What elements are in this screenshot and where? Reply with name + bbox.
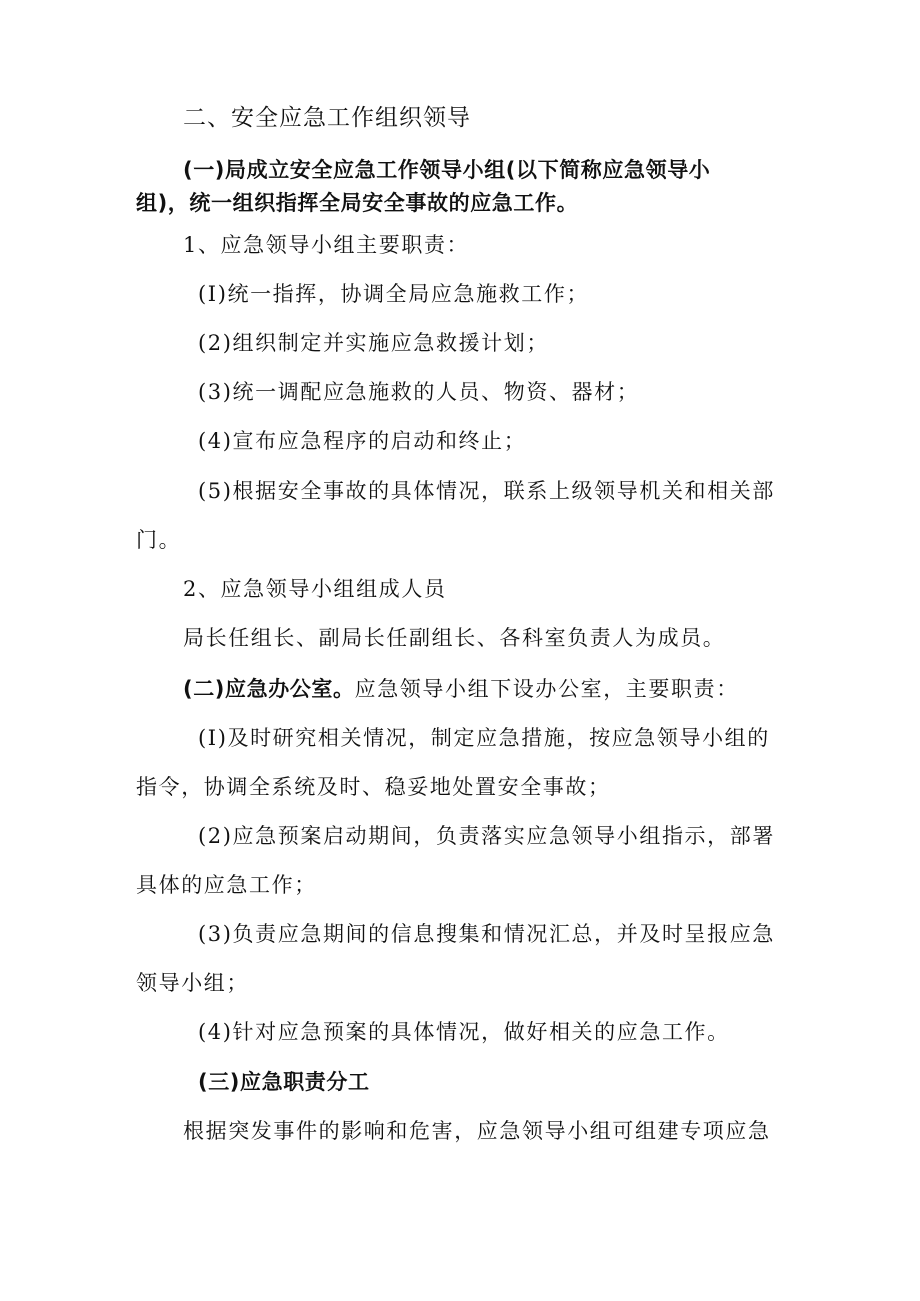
duty-2: (2)组织制定并实施应急救援计划； — [198, 331, 549, 355]
duty-3: (3)统一调配应急施救的人员、物资、器材； — [198, 380, 640, 404]
office-2-line2: 具体的应急工作； — [136, 873, 317, 897]
office-3-line2: 领导小组； — [136, 971, 249, 995]
item1-heading: 1、应急领导小组主要职责： — [183, 233, 470, 257]
duty-1: (I)统一指挥，协调全局应急施救工作； — [198, 282, 590, 306]
section-title: 二、安全应急工作组织领导 — [183, 105, 471, 131]
item2-heading: 2、应急领导小组组成人员 — [183, 577, 447, 601]
part3-title: (三)应急职责分工 — [198, 1070, 370, 1094]
part2-line — [183, 674, 739, 704]
office-1-line2: 指令，协调全系统及时、稳妥地处置安全事故； — [136, 775, 611, 799]
office-3-line1: (3)负责应急期间的信息搜集和情况汇总，并及时呈报应急 — [198, 922, 775, 946]
duty-5-line2: 门。 — [136, 528, 182, 552]
duty-4: (4)宣布应急程序的启动和终止； — [198, 429, 527, 453]
office-2-line1: (2)应急预案启动期间，负责落实应急领导小组指示，部署 — [198, 824, 775, 848]
duty-5-line1: (5)根据安全事故的具体情况，联系上级领导机关和相关部 — [198, 479, 775, 503]
office-4: (4)针对应急预案的具体情况，做好相关的应急工作。 — [198, 1020, 730, 1044]
part2-text: 应急领导小组下设办公室，主要职责： — [354, 677, 739, 701]
members-text: 局长任组长、副局长任副组长、各科室负责人为成员。 — [183, 626, 726, 650]
office-1-line1: (I)及时研究相关情况，制定应急措施，按应急领导小组的 — [198, 726, 770, 750]
part1-line2: 组)，统一组织指挥全局安全事故的应急工作。 — [136, 191, 579, 215]
part2-title: (二)应急办公室。 — [183, 677, 355, 701]
part1-line1: (一)局成立安全应急工作领导小组(以下简称应急领导小 — [183, 158, 711, 182]
part3-line1: 根据突发事件的影响和危害，应急领导小组可组建专项应急 — [183, 1119, 771, 1143]
